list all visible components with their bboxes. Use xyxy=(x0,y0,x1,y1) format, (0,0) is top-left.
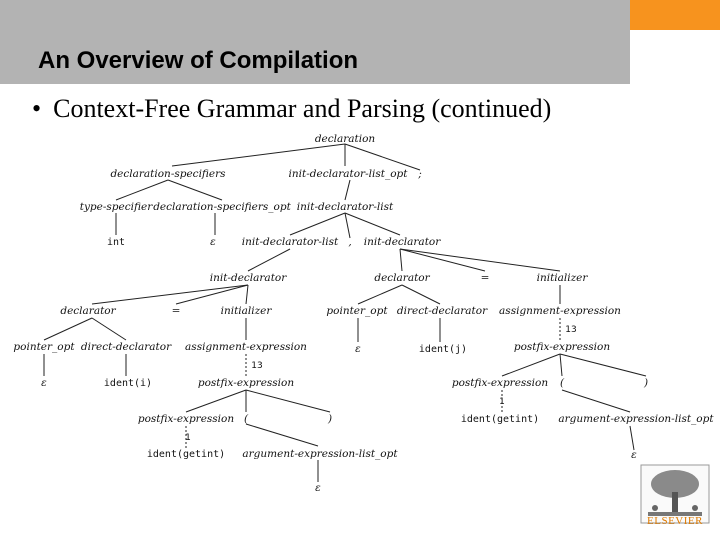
node-ident-getint-right: ident(getint) xyxy=(460,414,540,425)
node-assignment-expression-left: assignment-expression xyxy=(185,341,307,353)
node-1-left: 1 xyxy=(185,433,191,443)
node-rparen-right: ) xyxy=(643,377,649,389)
node-13-left: 13 xyxy=(251,361,263,371)
node-epsilon-right-end: ε xyxy=(631,449,637,461)
node-lparen-left: ( xyxy=(243,413,249,425)
node-init-declarator-left: init-declarator xyxy=(209,272,287,284)
node-assignment-expression-right: assignment-expression xyxy=(499,305,621,317)
node-lparen-right: ( xyxy=(559,377,565,389)
node-type-specifier: type-specifier xyxy=(79,201,153,213)
node-epsilon-mid: ε xyxy=(355,343,361,355)
node-pointer-opt-mid: pointer_opt xyxy=(326,305,388,317)
node-direct-declarator-left: direct-declarator xyxy=(80,341,172,353)
elsevier-logo-text: ELSEVIER xyxy=(647,515,703,527)
node-initializer-right: initializer xyxy=(536,272,588,284)
node-int: int xyxy=(106,237,126,248)
node-equals-left: = xyxy=(171,305,181,317)
node-pointer-opt-left: pointer_opt xyxy=(13,341,75,353)
node-argument-expression-list-opt-right: argument-expression-list_opt xyxy=(558,413,714,425)
node-direct-declarator-mid: direct-declarator xyxy=(396,305,488,317)
slide-title: An Overview of Compilation xyxy=(38,47,359,74)
node-declarator-right: declarator xyxy=(374,272,430,284)
node-argument-expression-list-opt-left: argument-expression-list_opt xyxy=(242,448,398,460)
node-postfix-expression-right: postfix-expression xyxy=(513,341,611,353)
node-init-declarator-list-inner: init-declarator-list xyxy=(241,236,339,248)
node-epsilon-left-end: ε xyxy=(315,482,321,494)
node-postfix-expression-left: postfix-expression xyxy=(197,377,295,389)
node-postfix-expression-left-inner: postfix-expression xyxy=(137,413,235,425)
node-declarator-left: declarator xyxy=(60,305,116,317)
node-ident-j: ident(j) xyxy=(418,344,468,355)
node-init-declarator-list-opt: init-declarator-list_opt xyxy=(288,168,408,180)
node-postfix-expression-right-inner: postfix-expression xyxy=(451,377,549,389)
node-declaration: declaration xyxy=(314,133,376,145)
node-init-declarator-list: init-declarator-list xyxy=(296,201,394,213)
node-semicolon: ; xyxy=(418,168,422,180)
node-comma: , xyxy=(348,236,352,248)
node-init-declarator-right: init-declarator xyxy=(363,236,441,248)
node-13-right: 13 xyxy=(565,325,577,335)
node-epsilon-left: ε xyxy=(41,377,47,389)
bullet-dot: • xyxy=(32,94,42,123)
node-initializer-left: initializer xyxy=(220,305,272,317)
node-declaration-specifiers: declaration-specifiers xyxy=(110,168,226,180)
node-rparen-left: ) xyxy=(327,413,333,425)
node-equals-right: = xyxy=(480,272,490,284)
bullet-text: Context-Free Grammar and Parsing (continued) xyxy=(53,94,552,123)
node-ident-getint-left: ident(getint) xyxy=(146,449,226,460)
node-declaration-specifiers-opt: declaration-specifiers_opt xyxy=(153,201,291,213)
node-epsilon: ε xyxy=(210,236,216,248)
node-ident-i: ident(i) xyxy=(103,378,153,389)
node-1-right: 1 xyxy=(499,397,505,407)
